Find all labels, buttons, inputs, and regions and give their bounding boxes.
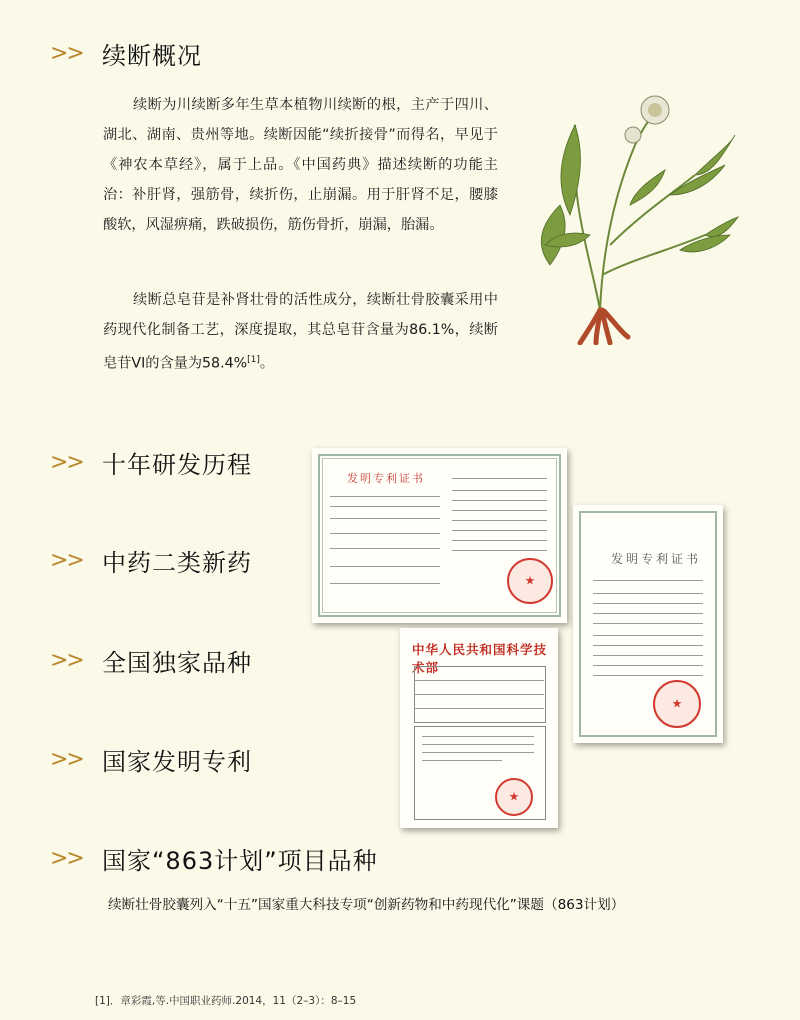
section-title: 中药二类新药 (102, 549, 252, 577)
section-heading-overview (50, 36, 202, 71)
ministry-certificate-image (400, 628, 558, 828)
section-heading-class2-drug (50, 543, 252, 578)
certificate-title: 中华人民共和国科学技术部 (412, 642, 548, 675)
certificate-title: 发明专利证书 (611, 552, 702, 566)
reference-footnote: [1]．章彩霞,等.中国职业药师.2014，11（2–3）：8–15 (95, 995, 357, 1007)
patent-certificate-image-1 (312, 448, 567, 623)
section-heading-patent (50, 742, 252, 777)
section-heading-exclusive (50, 643, 252, 678)
patent-certificate-image-2 (573, 505, 723, 743)
section-title: 国家发明专利 (102, 748, 252, 776)
section-heading-863-plan (50, 841, 378, 876)
teasel-plant-illustration (530, 85, 740, 345)
gold-arrow-icon: >> (50, 846, 83, 871)
overview-paragraph-2 (103, 285, 498, 379)
section-title: 续断概况 (102, 42, 202, 70)
gold-arrow-icon: >> (50, 747, 83, 772)
gold-arrow-icon: >> (50, 41, 83, 66)
section-title: 十年研发历程 (102, 451, 252, 479)
red-seal-icon (495, 778, 533, 816)
863-plan-caption: 续断壮骨胶囊列入“十五”国家重大科技专项“创新药物和中药现代化”课题（863计划） (108, 897, 625, 913)
gold-arrow-icon: >> (50, 648, 83, 673)
section-heading-history (50, 445, 252, 480)
certificate-title: 发明专利证书 (347, 472, 425, 485)
reference-marker: [1] (247, 355, 260, 365)
overview-paragraph-1: 续断为川续断多年生草本植物川续断的根，主产于四川、湖北、湖南、贵州等地。续断因能“续折接骨”而得名，早见于《神农本草经》，属于上品。《中国药典》描述续断的功能主治：补肝肾，强筋骨，续折伤，止崩漏。用于肝肾不足，腰膝酸软，风湿痹痛，跌破损伤，筋伤骨折，崩漏，胎漏。 (103, 97, 498, 233)
section-title: 全国独家品种 (102, 649, 252, 677)
paragraph-end: 。 (259, 355, 275, 372)
section-title: 国家“863计划”项目品种 (102, 847, 378, 875)
gold-arrow-icon: >> (50, 548, 83, 573)
red-seal-icon (507, 558, 553, 604)
paragraph-text: 续断总皂苷是补肾壮骨的活性成分，续断壮骨胶囊采用中药现代化制备工艺，深度提取，其总皂苷含量为86.1%，续断皂苷VI的含量为58.4% (103, 292, 498, 372)
red-seal-icon (653, 680, 701, 728)
gold-arrow-icon: >> (50, 450, 83, 475)
